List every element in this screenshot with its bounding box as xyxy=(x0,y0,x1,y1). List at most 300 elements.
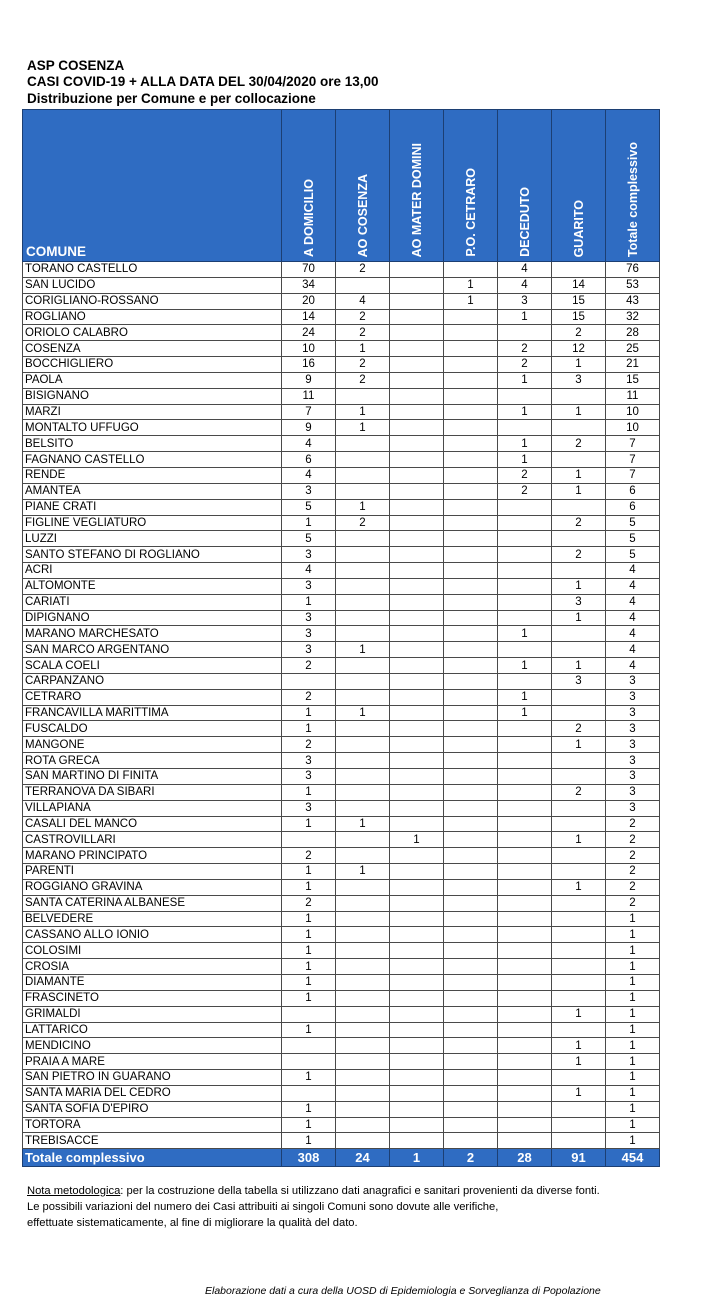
cell-deceduto xyxy=(498,578,552,594)
cell-a-domicilio: 2 xyxy=(282,658,336,674)
cell-guarito xyxy=(552,1022,606,1038)
cell-guarito xyxy=(552,800,606,816)
table-row xyxy=(23,388,660,404)
cell-po-cetraro xyxy=(444,372,498,388)
table-row xyxy=(23,404,660,420)
cell-po-cetraro xyxy=(444,959,498,975)
cell-comune: BELVEDERE xyxy=(23,911,282,927)
report-subtitle-date: CASI COVID-19 + ALLA DATA DEL 30/04/2020 ore 13,00 xyxy=(27,74,379,89)
table-row xyxy=(23,689,660,705)
cell-guarito: 2 xyxy=(552,325,606,341)
cell-totale: 21 xyxy=(606,357,660,373)
cell-deceduto: 1 xyxy=(498,309,552,325)
cell-ao-cosenza: 1 xyxy=(336,705,390,721)
table-row xyxy=(23,1022,660,1038)
cell-totale: 1 xyxy=(606,1117,660,1133)
cell-ao-cosenza xyxy=(336,848,390,864)
cell-comune: MARANO PRINCIPATO xyxy=(23,848,282,864)
cell-comune: CORIGLIANO-ROSSANO xyxy=(23,293,282,309)
cell-po-cetraro xyxy=(444,737,498,753)
table-row xyxy=(23,277,660,293)
cell-a-domicilio: 1 xyxy=(282,1022,336,1038)
table-row xyxy=(23,1085,660,1101)
cell-comune: ORIOLO CALABRO xyxy=(23,325,282,341)
cell-comune: CASALI DEL MANCO xyxy=(23,816,282,832)
covid-cases-table xyxy=(22,109,660,1167)
cell-deceduto xyxy=(498,1006,552,1022)
cell-guarito: 1 xyxy=(552,1054,606,1070)
cell-totale: 4 xyxy=(606,642,660,658)
cell-a-domicilio: 5 xyxy=(282,531,336,547)
column-header-deceduto: DECEDUTO xyxy=(498,110,552,262)
cell-deceduto xyxy=(498,974,552,990)
cell-ao-mater-domini xyxy=(390,642,444,658)
cell-ao-cosenza xyxy=(336,943,390,959)
cell-ao-mater-domini xyxy=(390,388,444,404)
cell-ao-mater-domini xyxy=(390,1117,444,1133)
cell-po-cetraro xyxy=(444,262,498,278)
cell-a-domicilio: 1 xyxy=(282,974,336,990)
cell-totale: 76 xyxy=(606,262,660,278)
note-text-1: : per la costruzione della tabella si utilizzano dati anagrafici e sanitari provenienti da diverse fonti. xyxy=(120,1185,600,1197)
cell-ao-cosenza xyxy=(336,959,390,975)
cell-totale: 4 xyxy=(606,626,660,642)
cell-comune: ALTOMONTE xyxy=(23,578,282,594)
cell-ao-cosenza xyxy=(336,879,390,895)
cell-comune: FIGLINE VEGLIATURO xyxy=(23,515,282,531)
cell-ao-cosenza xyxy=(336,1117,390,1133)
cell-a-domicilio: 9 xyxy=(282,372,336,388)
cell-a-domicilio: 2 xyxy=(282,848,336,864)
cell-totale: 3 xyxy=(606,784,660,800)
cell-comune: RENDE xyxy=(23,467,282,483)
cell-a-domicilio: 16 xyxy=(282,357,336,373)
cell-ao-cosenza xyxy=(336,388,390,404)
cell-guarito: 3 xyxy=(552,673,606,689)
cell-a-domicilio: 70 xyxy=(282,262,336,278)
cell-a-domicilio: 3 xyxy=(282,483,336,499)
cell-deceduto xyxy=(498,753,552,769)
cell-po-cetraro xyxy=(444,1085,498,1101)
cell-totale: 2 xyxy=(606,895,660,911)
cell-a-domicilio: 6 xyxy=(282,452,336,468)
cell-ao-mater-domini xyxy=(390,959,444,975)
cell-ao-cosenza xyxy=(336,1054,390,1070)
cell-po-cetraro xyxy=(444,499,498,515)
cell-totale: 1 xyxy=(606,943,660,959)
cell-guarito xyxy=(552,927,606,943)
cell-po-cetraro xyxy=(444,800,498,816)
cell-ao-mater-domini xyxy=(390,483,444,499)
cell-comune: MENDICINO xyxy=(23,1038,282,1054)
cell-deceduto xyxy=(498,943,552,959)
cell-po-cetraro xyxy=(444,404,498,420)
cell-totale: 5 xyxy=(606,547,660,563)
cell-ao-cosenza xyxy=(336,911,390,927)
cell-a-domicilio xyxy=(282,1006,336,1022)
cell-comune: DIPIGNANO xyxy=(23,610,282,626)
cell-guarito: 1 xyxy=(552,879,606,895)
cell-po-cetraro xyxy=(444,1006,498,1022)
cell-a-domicilio: 1 xyxy=(282,1101,336,1117)
cell-ao-cosenza xyxy=(336,578,390,594)
cell-po-cetraro xyxy=(444,341,498,357)
cell-ao-cosenza xyxy=(336,1006,390,1022)
cell-guarito xyxy=(552,563,606,579)
cell-po-cetraro xyxy=(444,420,498,436)
cell-ao-mater-domini xyxy=(390,277,444,293)
cell-ao-cosenza: 1 xyxy=(336,816,390,832)
cell-comune: BELSITO xyxy=(23,436,282,452)
cell-ao-cosenza xyxy=(336,452,390,468)
cell-guarito xyxy=(552,1133,606,1149)
cell-ao-mater-domini xyxy=(390,1070,444,1086)
cell-guarito: 1 xyxy=(552,1038,606,1054)
cell-ao-mater-domini xyxy=(390,436,444,452)
cell-deceduto xyxy=(498,721,552,737)
total-po-cetraro: 2 xyxy=(444,1149,498,1167)
cell-guarito: 14 xyxy=(552,277,606,293)
cell-ao-mater-domini xyxy=(390,594,444,610)
cell-deceduto xyxy=(498,594,552,610)
cell-totale: 5 xyxy=(606,531,660,547)
cell-guarito xyxy=(552,420,606,436)
cell-totale: 7 xyxy=(606,467,660,483)
cell-deceduto xyxy=(498,784,552,800)
table-row xyxy=(23,895,660,911)
cell-ao-mater-domini xyxy=(390,705,444,721)
cell-totale: 2 xyxy=(606,816,660,832)
cell-deceduto xyxy=(498,832,552,848)
cell-po-cetraro xyxy=(444,990,498,1006)
cell-guarito xyxy=(552,642,606,658)
cell-ao-cosenza: 2 xyxy=(336,515,390,531)
cell-a-domicilio: 10 xyxy=(282,341,336,357)
cell-ao-cosenza xyxy=(336,673,390,689)
cell-guarito: 15 xyxy=(552,309,606,325)
cell-deceduto: 1 xyxy=(498,705,552,721)
cell-comune: CARPANZANO xyxy=(23,673,282,689)
cell-a-domicilio: 1 xyxy=(282,943,336,959)
cell-po-cetraro xyxy=(444,911,498,927)
cell-deceduto xyxy=(498,531,552,547)
cell-deceduto: 1 xyxy=(498,404,552,420)
cell-deceduto xyxy=(498,642,552,658)
table-row xyxy=(23,483,660,499)
cell-a-domicilio: 5 xyxy=(282,499,336,515)
cell-a-domicilio: 34 xyxy=(282,277,336,293)
cell-comune: FUSCALDO xyxy=(23,721,282,737)
cell-ao-cosenza xyxy=(336,594,390,610)
cell-a-domicilio: 1 xyxy=(282,784,336,800)
cell-ao-cosenza xyxy=(336,658,390,674)
table-row xyxy=(23,927,660,943)
cell-comune: PARENTI xyxy=(23,864,282,880)
cell-a-domicilio: 3 xyxy=(282,800,336,816)
cell-guarito: 1 xyxy=(552,483,606,499)
cell-ao-mater-domini xyxy=(390,737,444,753)
cell-a-domicilio: 1 xyxy=(282,816,336,832)
table-row xyxy=(23,1054,660,1070)
cell-totale: 1 xyxy=(606,1022,660,1038)
cell-guarito: 1 xyxy=(552,832,606,848)
cell-ao-cosenza xyxy=(336,547,390,563)
cell-po-cetraro xyxy=(444,452,498,468)
cell-po-cetraro xyxy=(444,895,498,911)
cell-totale: 1 xyxy=(606,990,660,1006)
cell-a-domicilio xyxy=(282,673,336,689)
cell-a-domicilio: 1 xyxy=(282,1117,336,1133)
cell-comune: FRANCAVILLA MARITTIMA xyxy=(23,705,282,721)
cell-guarito: 2 xyxy=(552,784,606,800)
cell-deceduto: 4 xyxy=(498,277,552,293)
table-row xyxy=(23,594,660,610)
cell-po-cetraro xyxy=(444,927,498,943)
cell-deceduto: 4 xyxy=(498,262,552,278)
table-row xyxy=(23,420,660,436)
cell-guarito: 3 xyxy=(552,594,606,610)
cell-po-cetraro xyxy=(444,594,498,610)
cell-deceduto xyxy=(498,816,552,832)
cell-guarito xyxy=(552,943,606,959)
cell-po-cetraro xyxy=(444,673,498,689)
cell-deceduto xyxy=(498,959,552,975)
table-row xyxy=(23,467,660,483)
cell-ao-mater-domini xyxy=(390,658,444,674)
cell-ao-cosenza: 1 xyxy=(336,864,390,880)
table-row xyxy=(23,309,660,325)
cell-ao-mater-domini xyxy=(390,769,444,785)
note-label: Nota metodologica xyxy=(27,1185,121,1197)
report-subtitle-distribution: Distribuzione per Comune e per collocazione xyxy=(27,91,316,106)
cell-a-domicilio xyxy=(282,832,336,848)
cell-a-domicilio: 2 xyxy=(282,689,336,705)
table-row xyxy=(23,499,660,515)
cell-ao-mater-domini xyxy=(390,911,444,927)
cell-a-domicilio: 4 xyxy=(282,467,336,483)
table-row xyxy=(23,293,660,309)
cell-totale: 2 xyxy=(606,832,660,848)
cell-a-domicilio: 3 xyxy=(282,610,336,626)
table-row xyxy=(23,626,660,642)
cell-totale: 43 xyxy=(606,293,660,309)
cell-totale: 3 xyxy=(606,769,660,785)
cell-ao-mater-domini xyxy=(390,578,444,594)
cell-ao-mater-domini xyxy=(390,515,444,531)
cell-comune: FRASCINETO xyxy=(23,990,282,1006)
cell-ao-mater-domini xyxy=(390,325,444,341)
cell-comune: PRAIA A MARE xyxy=(23,1054,282,1070)
cell-ao-mater-domini xyxy=(390,467,444,483)
cell-ao-mater-domini xyxy=(390,357,444,373)
column-header-a-domicilio: A DOMICILIO xyxy=(282,110,336,262)
total-ao-mater-domini: 1 xyxy=(390,1149,444,1167)
cell-comune: MONTALTO UFFUGO xyxy=(23,420,282,436)
cell-comune: BOCCHIGLIERO xyxy=(23,357,282,373)
cell-guarito xyxy=(552,626,606,642)
cell-guarito: 1 xyxy=(552,578,606,594)
cell-po-cetraro xyxy=(444,531,498,547)
table-row xyxy=(23,341,660,357)
cell-guarito: 1 xyxy=(552,467,606,483)
cell-ao-cosenza xyxy=(336,277,390,293)
cell-ao-mater-domini xyxy=(390,848,444,864)
cell-ao-mater-domini xyxy=(390,1006,444,1022)
cell-ao-mater-domini xyxy=(390,452,444,468)
cell-po-cetraro xyxy=(444,1038,498,1054)
total-guarito: 91 xyxy=(552,1149,606,1167)
cell-ao-cosenza: 1 xyxy=(336,404,390,420)
cell-guarito: 1 xyxy=(552,357,606,373)
cell-deceduto xyxy=(498,879,552,895)
cell-ao-cosenza: 1 xyxy=(336,499,390,515)
cell-totale: 28 xyxy=(606,325,660,341)
cell-totale: 11 xyxy=(606,388,660,404)
cell-po-cetraro xyxy=(444,563,498,579)
cell-ao-cosenza xyxy=(336,467,390,483)
cell-totale: 10 xyxy=(606,420,660,436)
cell-po-cetraro xyxy=(444,864,498,880)
cell-ao-mater-domini xyxy=(390,943,444,959)
table-row xyxy=(23,816,660,832)
cell-guarito xyxy=(552,895,606,911)
cell-ao-cosenza xyxy=(336,927,390,943)
cell-po-cetraro xyxy=(444,610,498,626)
cell-po-cetraro xyxy=(444,832,498,848)
cell-a-domicilio: 1 xyxy=(282,721,336,737)
cell-ao-cosenza xyxy=(336,1022,390,1038)
table-row xyxy=(23,610,660,626)
cell-comune: TREBISACCE xyxy=(23,1133,282,1149)
cell-ao-cosenza xyxy=(336,800,390,816)
cell-comune: ROGGIANO GRAVINA xyxy=(23,879,282,895)
cell-deceduto xyxy=(498,1038,552,1054)
cell-comune: LUZZI xyxy=(23,531,282,547)
cell-guarito xyxy=(552,848,606,864)
cell-comune: CROSIA xyxy=(23,959,282,975)
total-label: Totale complessivo xyxy=(23,1149,282,1167)
table-row xyxy=(23,1101,660,1117)
cell-ao-mater-domini xyxy=(390,341,444,357)
table-row xyxy=(23,959,660,975)
cell-ao-mater-domini xyxy=(390,895,444,911)
cell-po-cetraro xyxy=(444,784,498,800)
cell-po-cetraro xyxy=(444,1022,498,1038)
cell-po-cetraro xyxy=(444,436,498,452)
cell-deceduto: 2 xyxy=(498,483,552,499)
table-row xyxy=(23,784,660,800)
table-header-row xyxy=(23,110,660,262)
cell-totale: 2 xyxy=(606,848,660,864)
cell-guarito xyxy=(552,959,606,975)
cell-ao-cosenza xyxy=(336,784,390,800)
cell-comune: SANTA MARIA DEL CEDRO xyxy=(23,1085,282,1101)
cell-ao-mater-domini xyxy=(390,800,444,816)
cell-guarito xyxy=(552,388,606,404)
cell-po-cetraro xyxy=(444,848,498,864)
cell-deceduto xyxy=(498,1054,552,1070)
cell-guarito xyxy=(552,816,606,832)
cell-guarito: 2 xyxy=(552,515,606,531)
cell-guarito xyxy=(552,1070,606,1086)
cell-comune: CASSANO ALLO IONIO xyxy=(23,927,282,943)
cell-po-cetraro xyxy=(444,626,498,642)
column-header-totale: Totale complessivo xyxy=(606,110,660,262)
cell-comune: TORTORA xyxy=(23,1117,282,1133)
cell-deceduto xyxy=(498,1101,552,1117)
cell-totale: 1 xyxy=(606,974,660,990)
cell-guarito xyxy=(552,705,606,721)
cell-ao-mater-domini xyxy=(390,784,444,800)
cell-totale: 1 xyxy=(606,1085,660,1101)
cell-guarito xyxy=(552,974,606,990)
cell-ao-mater-domini xyxy=(390,563,444,579)
cell-ao-cosenza xyxy=(336,990,390,1006)
cell-deceduto: 2 xyxy=(498,341,552,357)
cell-po-cetraro: 1 xyxy=(444,277,498,293)
cell-comune: ROGLIANO xyxy=(23,309,282,325)
cell-ao-cosenza xyxy=(336,1070,390,1086)
cell-ao-mater-domini xyxy=(390,1054,444,1070)
cell-po-cetraro xyxy=(444,357,498,373)
cell-comune: CARIATI xyxy=(23,594,282,610)
cell-ao-cosenza xyxy=(336,832,390,848)
cell-deceduto xyxy=(498,610,552,626)
table-row xyxy=(23,325,660,341)
cell-totale: 1 xyxy=(606,1006,660,1022)
cell-a-domicilio xyxy=(282,1038,336,1054)
cell-comune: SAN PIETRO IN GUARANO xyxy=(23,1070,282,1086)
cell-a-domicilio: 3 xyxy=(282,642,336,658)
cell-guarito: 2 xyxy=(552,721,606,737)
table-row xyxy=(23,262,660,278)
cell-ao-cosenza: 2 xyxy=(336,262,390,278)
cell-po-cetraro xyxy=(444,1133,498,1149)
cell-ao-mater-domini xyxy=(390,309,444,325)
cell-deceduto: 1 xyxy=(498,626,552,642)
table-row xyxy=(23,357,660,373)
table-row xyxy=(23,673,660,689)
cell-guarito: 1 xyxy=(552,404,606,420)
cell-ao-cosenza: 1 xyxy=(336,642,390,658)
cell-po-cetraro xyxy=(444,483,498,499)
cell-a-domicilio: 3 xyxy=(282,769,336,785)
cell-deceduto xyxy=(498,1133,552,1149)
cell-ao-mater-domini xyxy=(390,547,444,563)
cell-po-cetraro: 1 xyxy=(444,293,498,309)
cell-comune: LATTARICO xyxy=(23,1022,282,1038)
column-header-ao-mater-domini: AO MATER DOMINI xyxy=(390,110,444,262)
table-row xyxy=(23,705,660,721)
cell-ao-mater-domini xyxy=(390,1085,444,1101)
cell-ao-mater-domini xyxy=(390,864,444,880)
cell-po-cetraro xyxy=(444,578,498,594)
cell-comune: COSENZA xyxy=(23,341,282,357)
cell-deceduto: 2 xyxy=(498,357,552,373)
cell-ao-cosenza: 2 xyxy=(336,372,390,388)
cell-totale: 4 xyxy=(606,594,660,610)
cell-deceduto: 3 xyxy=(498,293,552,309)
cell-guarito xyxy=(552,1101,606,1117)
cell-comune: AMANTEA xyxy=(23,483,282,499)
cell-deceduto xyxy=(498,547,552,563)
cell-ao-cosenza xyxy=(336,563,390,579)
table-row xyxy=(23,848,660,864)
note-text-2: Le possibili variazioni del numero dei Casi attribuiti ai singoli Comuni sono dovute alle verifiche, xyxy=(27,1201,499,1213)
column-header-po-cetraro: P.O. CETRARO xyxy=(444,110,498,262)
cell-deceduto: 1 xyxy=(498,436,552,452)
report-title: ASP COSENZA xyxy=(27,58,125,73)
